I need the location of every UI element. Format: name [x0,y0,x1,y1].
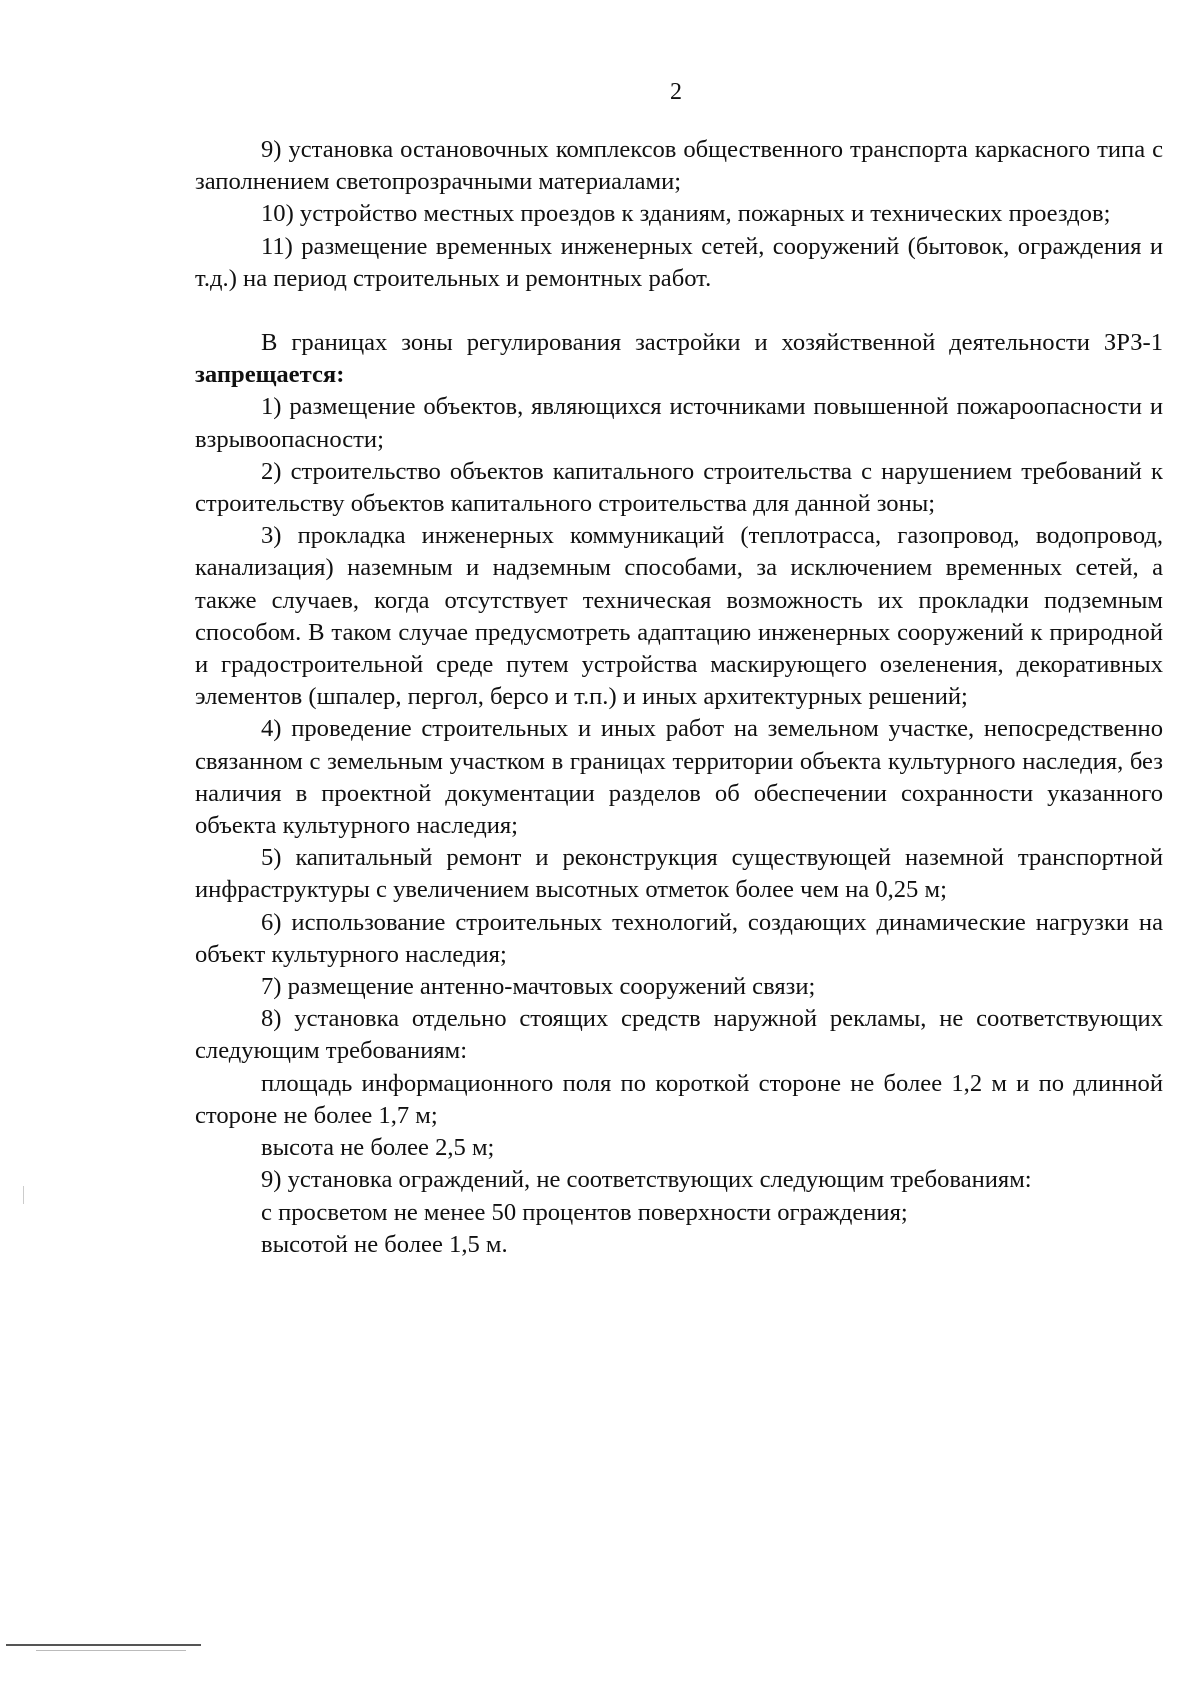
page-number: 2 [670,79,682,105]
requirement-fence-height: высотой не более 1,5 м. [261,1230,508,1258]
requirement-fence-clearance: с просветом не менее 50 процентов поверхности ограждения; [261,1198,908,1226]
prohibited-item-7: 7) размещение антенно-мачтовых сооружений связи; [261,973,816,1001]
prohibited-item-4: 4) проведение строительных и иных работ на земельном участке, непосредственно связанном с земельным участком в границах территории объекта культурного наследия, без наличия в проектной документации разделов об обеспечении сохранности указанного объекта культурного наследия; [195,715,1163,840]
scan-edge-line-secondary [36,1650,186,1651]
prohibited-item-5: 5) капитальный ремонт и реконструкция существующей наземной транспортной инфраструктуры с увеличением высотных отметок более чем на 0,25 м; [195,844,1163,904]
prohibited-item-1: 1) размещение объектов, являющихся источниками повышенной пожароопасности и взрывоопасности; [195,393,1163,453]
prohibited-item-6: 6) использование строительных технологий, создающих динамические нагрузки на объект культурного наследия; [195,908,1163,968]
prohibited-item-8: 8) установка отдельно стоящих средств наружной рекламы, не соответствующих следующим требованиям: [195,1005,1163,1065]
prohibited-item-9: 9) установка ограждений, не соответствующих следующим требованиям: [261,1166,1032,1194]
scan-edge-line [6,1644,201,1646]
requirement-info-field-size: площадь информационного поля по короткой стороне не более 1,2 м и по длинной стороне не более 1,7 м; [195,1069,1163,1129]
scan-margin-mark [23,1186,24,1204]
document-body [195,134,1163,1261]
section-prohibited-keyword: запрещается: [195,361,345,389]
section-intro-text: В границах зоны регулирования застройки и хозяйственной деятельности ЗРЗ-1 [261,329,1163,357]
list-item-11-temporary-networks: 11) размещение временных инженерных сетей, сооружений (бытовок, ограждения и т.д.) на период строительных и ремонтных работ. [195,232,1163,292]
prohibited-item-2: 2) строительство объектов капитального строительства с нарушением требований к строительству объектов капитального строительства для данной зоны; [195,457,1163,518]
section-heading-zrz1 [195,327,1163,391]
prohibited-item-3: 3) прокладка инженерных коммуникаций (теплотрасса, газопровод, водопровод, канализация) наземным и надземным способами, за исключением временных сетей, а также случаев, когда отсутствует техническая возможность их прокладки подземным способом. В таком случае предусмотреть адаптацию инженерных сооружений к природной и градостроительной среде путем устройства маскирующего озеленения, декоративных элементов (шпалер, пергол, берсо и т.п.) и иных архитектурных решений; [195,522,1163,711]
list-item-9-transport-shelters: 9) установка остановочных комплексов общественного транспорта каркасного типа с заполнением светопрозрачными материалами; [195,136,1163,196]
requirement-height: высота не более 2,5 м; [261,1134,495,1162]
list-item-10-driveways: 10) устройство местных проездов к зданиям, пожарных и технических проездов; [261,200,1111,228]
